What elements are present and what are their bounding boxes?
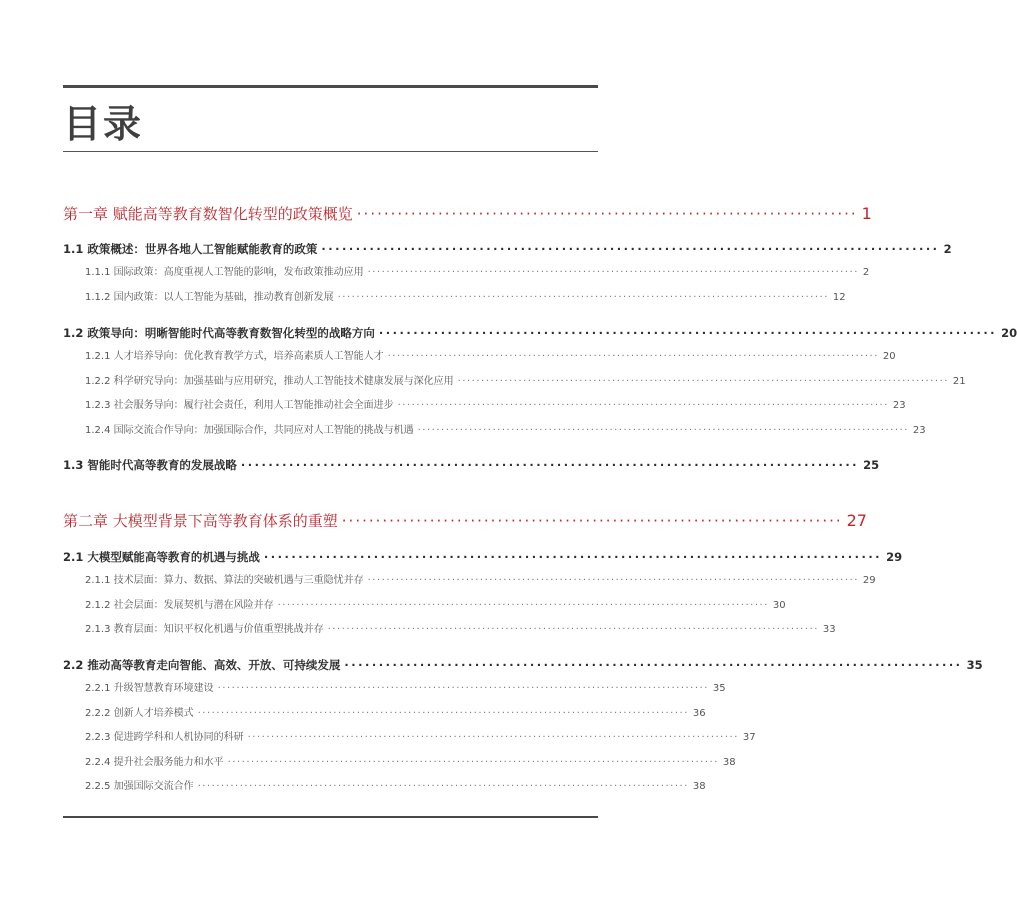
toc-subsection-2-2-1[interactable]: [63, 682, 726, 696]
page-number: 2: [943, 242, 952, 256]
leader-dots: ··························································································: [378, 326, 998, 340]
leader-dots: ·········································································································: [367, 575, 859, 586]
chapter-title: 第一章 赋能高等教育数智化转型的政策概览: [63, 205, 353, 223]
leader-dots: ·········································································································: [387, 351, 879, 362]
page-number: 37: [742, 732, 756, 743]
toc-chapter-1[interactable]: [63, 203, 872, 225]
leader-dots: ·········································································································: [327, 624, 819, 635]
leader-dots: ··········································································: [341, 512, 843, 530]
toc-subsection-1-2-4[interactable]: [63, 424, 926, 438]
toc-subsection-1-1-2[interactable]: [63, 291, 846, 305]
leader-dots: ·········································································································: [217, 683, 709, 694]
bottom-rule: [63, 816, 598, 818]
chapter-title: 第二章 大模型背景下高等教育体系的重塑: [63, 512, 338, 530]
top-rule: [63, 85, 598, 88]
section-title: 1.3 智能时代高等教育的发展战略: [63, 458, 237, 472]
leader-dots: ·········································································································: [227, 757, 719, 768]
subsection-title: 2.1.1 技术层面：算力、数据、算法的突破机遇与三重隐忧并存: [85, 575, 364, 586]
leader-dots: ·········································································································: [197, 781, 689, 792]
page-number: 38: [692, 781, 706, 792]
leader-dots: ·········································································································: [417, 425, 909, 436]
page-number: 1: [861, 204, 872, 223]
page-number: 35: [712, 683, 726, 694]
subsection-title: 2.2.2 创新人才培养模式: [85, 708, 194, 719]
title-underline: [63, 151, 598, 152]
page-number: 2: [862, 267, 870, 278]
toc-subsection-2-2-3[interactable]: [63, 731, 756, 745]
page-title: 目录: [63, 102, 144, 146]
section-title: 1.1 政策概述：世界各地人工智能赋能教育的政策: [63, 242, 318, 256]
page-number: 25: [863, 458, 880, 472]
leader-dots: ··························································································: [240, 458, 860, 472]
subsection-title: 1.2.1 人才培养导向：优化教育教学方式，培养高素质人工智能人才: [85, 351, 384, 362]
page-number: 36: [692, 708, 706, 719]
page-number: 20: [1001, 326, 1017, 340]
subsection-title: 1.1.1 国际政策：高度重视人工智能的影响，发布政策推动应用: [85, 267, 364, 278]
toc-section-1-1[interactable]: [63, 241, 952, 257]
subsection-title: 1.2.2 科学研究导向：加强基础与应用研究，推动人工智能技术健康发展与深化应用: [85, 376, 454, 387]
section-title: 2.1 大模型赋能高等教育的机遇与挑战: [63, 550, 260, 564]
subsection-title: 2.2.1 升级智慧教育环境建设: [85, 683, 214, 694]
toc-page: [63, 0, 1017, 898]
toc-subsection-1-2-2[interactable]: [63, 375, 966, 389]
leader-dots: ·········································································································: [397, 400, 889, 411]
page-number: 30: [772, 600, 786, 611]
page-number: 29: [886, 550, 903, 564]
toc-subsection-2-1-3[interactable]: [63, 623, 836, 637]
page-number: 38: [722, 757, 736, 768]
toc-subsection-2-2-2[interactable]: [63, 707, 706, 721]
page-number: 23: [892, 400, 906, 411]
leader-dots: ··························································································: [263, 550, 883, 564]
page-number: 27: [846, 511, 867, 530]
subsection-title: 1.1.2 国内政策：以人工智能为基础，推动教育创新发展: [85, 292, 334, 303]
page-number: 23: [912, 425, 926, 436]
toc-subsection-2-2-4[interactable]: [63, 756, 736, 770]
subsection-title: 2.1.3 教育层面：知识平权化机遇与价值重塑挑战并存: [85, 624, 324, 635]
leader-dots: ·········································································································: [247, 732, 739, 743]
toc-subsection-2-2-5[interactable]: [63, 780, 706, 794]
toc-subsection-1-2-3[interactable]: [63, 399, 906, 413]
toc-section-2-1[interactable]: [63, 549, 903, 565]
leader-dots: ··························································································: [321, 242, 940, 256]
leader-dots: ·········································································································: [367, 267, 859, 278]
leader-dots: ·········································································································: [277, 600, 769, 611]
leader-dots: ··························································································: [344, 658, 963, 672]
subsection-title: 2.2.4 提升社会服务能力和水平: [85, 757, 224, 768]
toc-subsection-1-2-1[interactable]: [63, 350, 896, 364]
subsection-title: 2.2.5 加强国际交流合作: [85, 781, 194, 792]
toc-subsection-2-1-2[interactable]: [63, 599, 786, 613]
toc-subsection-1-1-1[interactable]: [63, 266, 870, 280]
page-number: 33: [822, 624, 836, 635]
subsection-title: 1.2.4 国际交流合作导向：加强国际合作，共同应对人工智能的挑战与机遇: [85, 425, 414, 436]
page-number: 35: [966, 658, 983, 672]
toc-subsection-2-1-1[interactable]: [63, 574, 876, 588]
subsection-title: 1.2.3 社会服务导向：履行社会责任，利用人工智能推动社会全面进步: [85, 400, 394, 411]
toc-section-1-2[interactable]: [63, 325, 1017, 341]
subsection-title: 2.1.2 社会层面：发展契机与潜在风险并存: [85, 600, 274, 611]
page-number: 29: [862, 575, 876, 586]
leader-dots: ·········································································································: [197, 708, 689, 719]
leader-dots: ·········································································································: [337, 292, 829, 303]
leader-dots: ··········································································: [356, 205, 858, 223]
toc-section-2-2[interactable]: [63, 657, 983, 673]
toc-section-1-3[interactable]: [63, 457, 880, 473]
subsection-title: 2.2.3 促进跨学科和人机协同的科研: [85, 732, 244, 743]
section-title: 1.2 政策导向：明晰智能时代高等教育数智化转型的战略方向: [63, 326, 375, 340]
section-title: 2.2 推动高等教育走向智能、高效、开放、可持续发展: [63, 658, 341, 672]
page-number: 20: [882, 351, 896, 362]
toc-chapter-2[interactable]: [63, 510, 867, 532]
page-number: 12: [832, 292, 846, 303]
page-number: 21: [952, 376, 966, 387]
leader-dots: ·········································································································: [457, 376, 949, 387]
